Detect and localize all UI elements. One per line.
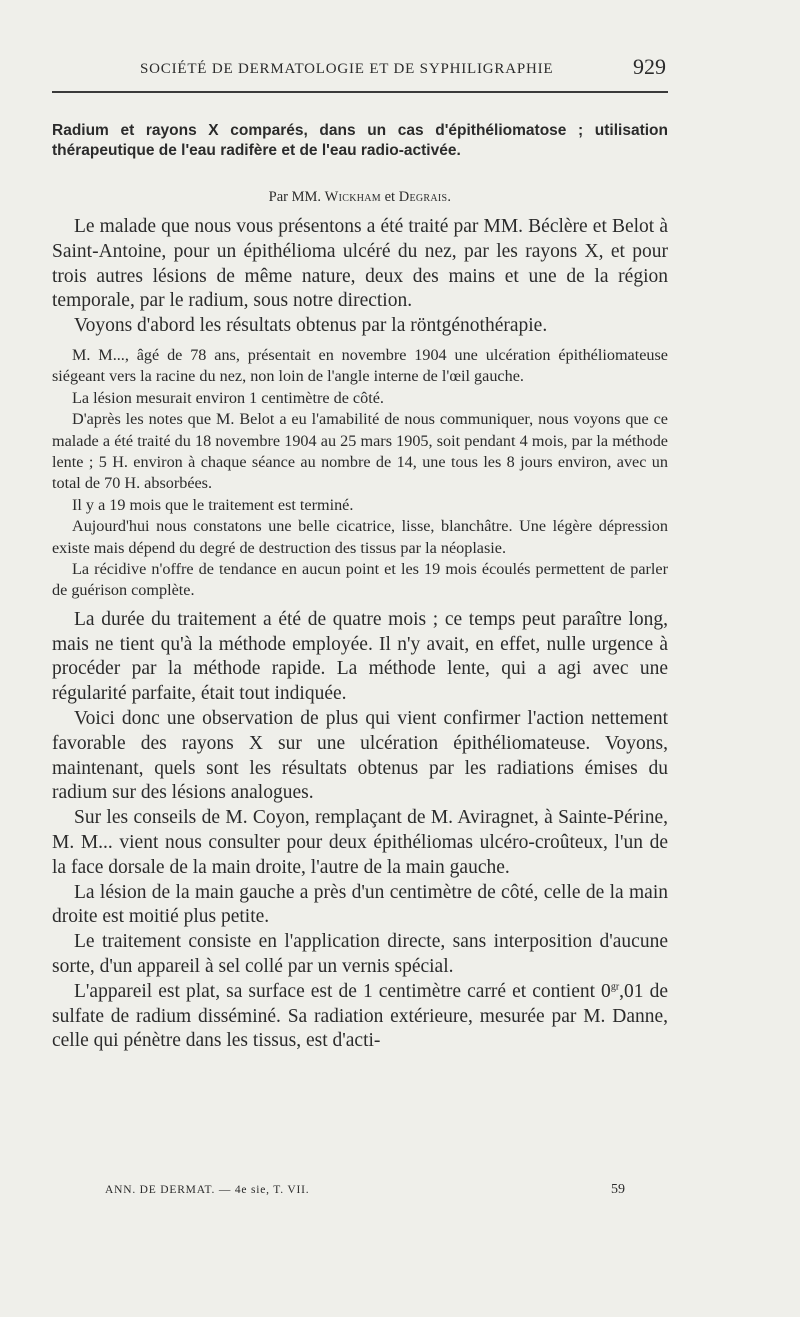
author-degrais: Degrais. [398,189,452,205]
byline-and: et [384,189,396,205]
paragraph: Voyons d'abord les résultats obtenus par la röntgénothérapie. [74,315,548,337]
observation-paragraph: La lésion mesurait environ 1 centimètre de côté. [72,388,384,407]
observation-paragraph: Aujourd'hui nous constatons une belle cicatrice, lisse, blanchâtre. Une légère dépression existe mais dépend du degré de destruction des tissus par la néoplasie. [52,517,668,557]
gram-superscript: gr [610,981,620,993]
paragraph: Le traitement consiste en l'application directe, sans interposition d'aucune sorte, d'un appareil à sel collé par un vernis spécial. [52,931,668,978]
running-head: SOCIÉTÉ DE DERMATOLOGIE ET DE SYPHILIGRAPHIE [140,61,554,77]
paragraph: Voici donc une observation de plus qui vient confirmer l'action nettement favorable des rayons X sur une ulcération épithéliomateuse. Voyons, maintenant, quels sont les résultats obtenus par les radiations émises du radium sur des lésions analogues. [52,708,668,804]
paragraph: Le malade que nous vous présentons a été traité par MM. Béclère et Belot à Saint-Antoine, pour un épithélioma ulcéré du nez, par les rayons X, et pour trois autres lésions de même nature, deux des mains et une de la région temporale, par le radium, sous notre direction. [52,216,668,312]
paragraph-text: L'appareil est plat, sa surface est de 1 centimètre carré et contient 0 [74,980,611,1002]
paragraph [52,980,668,1054]
observation-paragraph: La récidive n'offre de tendance en aucun point et les 19 mois écoulés permettent de parler de guérison complète. [52,560,668,600]
byline-prefix: Par MM. [268,189,322,205]
signature-mark: 59 [611,1182,625,1197]
byline [52,189,668,206]
page-number: 929 [633,54,666,79]
paragraph: La durée du traitement a été de quatre mois ; ce temps peut paraître long, mais ne tient qu'à la méthode employée. Il n'y avait, en effet, nulle urgence à procéder par la méthode rapide. La méthode lente, qui a agi avec une régularité parfaite, était tout indiquée. [52,608,668,705]
paragraph: La lésion de la main gauche a près d'un centimètre de côté, celle de la main droite est moitié plus petite. [52,881,668,928]
journal-reference: ANN. DE DERMAT. — 4e sie, T. VII. [105,1184,310,1196]
paragraph: Sur les conseils de M. Coyon, remplaçant de M. Aviragnet, à Sainte-Périne, M. M... vient nous consulter pour deux épithéliomas ulcéro-croûteux, l'un de la face dorsale de la main droite, l'autre de la main gauche. [52,807,668,878]
author-wickham: Wickham [324,189,381,205]
paragraph-text: ,01 de sulfate de radium disséminé. Sa radiation extérieure, mesurée par M. Danne, celle qui pénètre dans les tissus, est d'acti- [52,980,668,1052]
article-title: Radium et rayons X comparés, dans un cas d'épithéliomatose ; utilisation thérapeutique de l'eau radifère et de l'eau radio-activée. [52,122,668,159]
observation-paragraph: Il y a 19 mois que le traitement est terminé. [72,495,354,514]
observation-paragraph: M. M..., âgé de 78 ans, présentait en novembre 1904 une ulcération épithéliomateuse siégeant vers la racine du nez, non loin de l'angle interne de l'œil gauche. [52,345,668,386]
article-body [52,215,668,1054]
header-rule [52,91,668,93]
page-header [52,54,668,94]
observation-paragraph: D'après les notes que M. Belot a eu l'amabilité de nous communiquer, nous voyons que ce malade a été traité du 18 novembre 1904 au 25 mars 1905, soit pendant 4 mois, par la méthode lente ; 5 H. environ à chaque séance au nombre de 14, une tous les 8 jours environ, avec un total de 70 H. absorbées. [52,410,668,493]
